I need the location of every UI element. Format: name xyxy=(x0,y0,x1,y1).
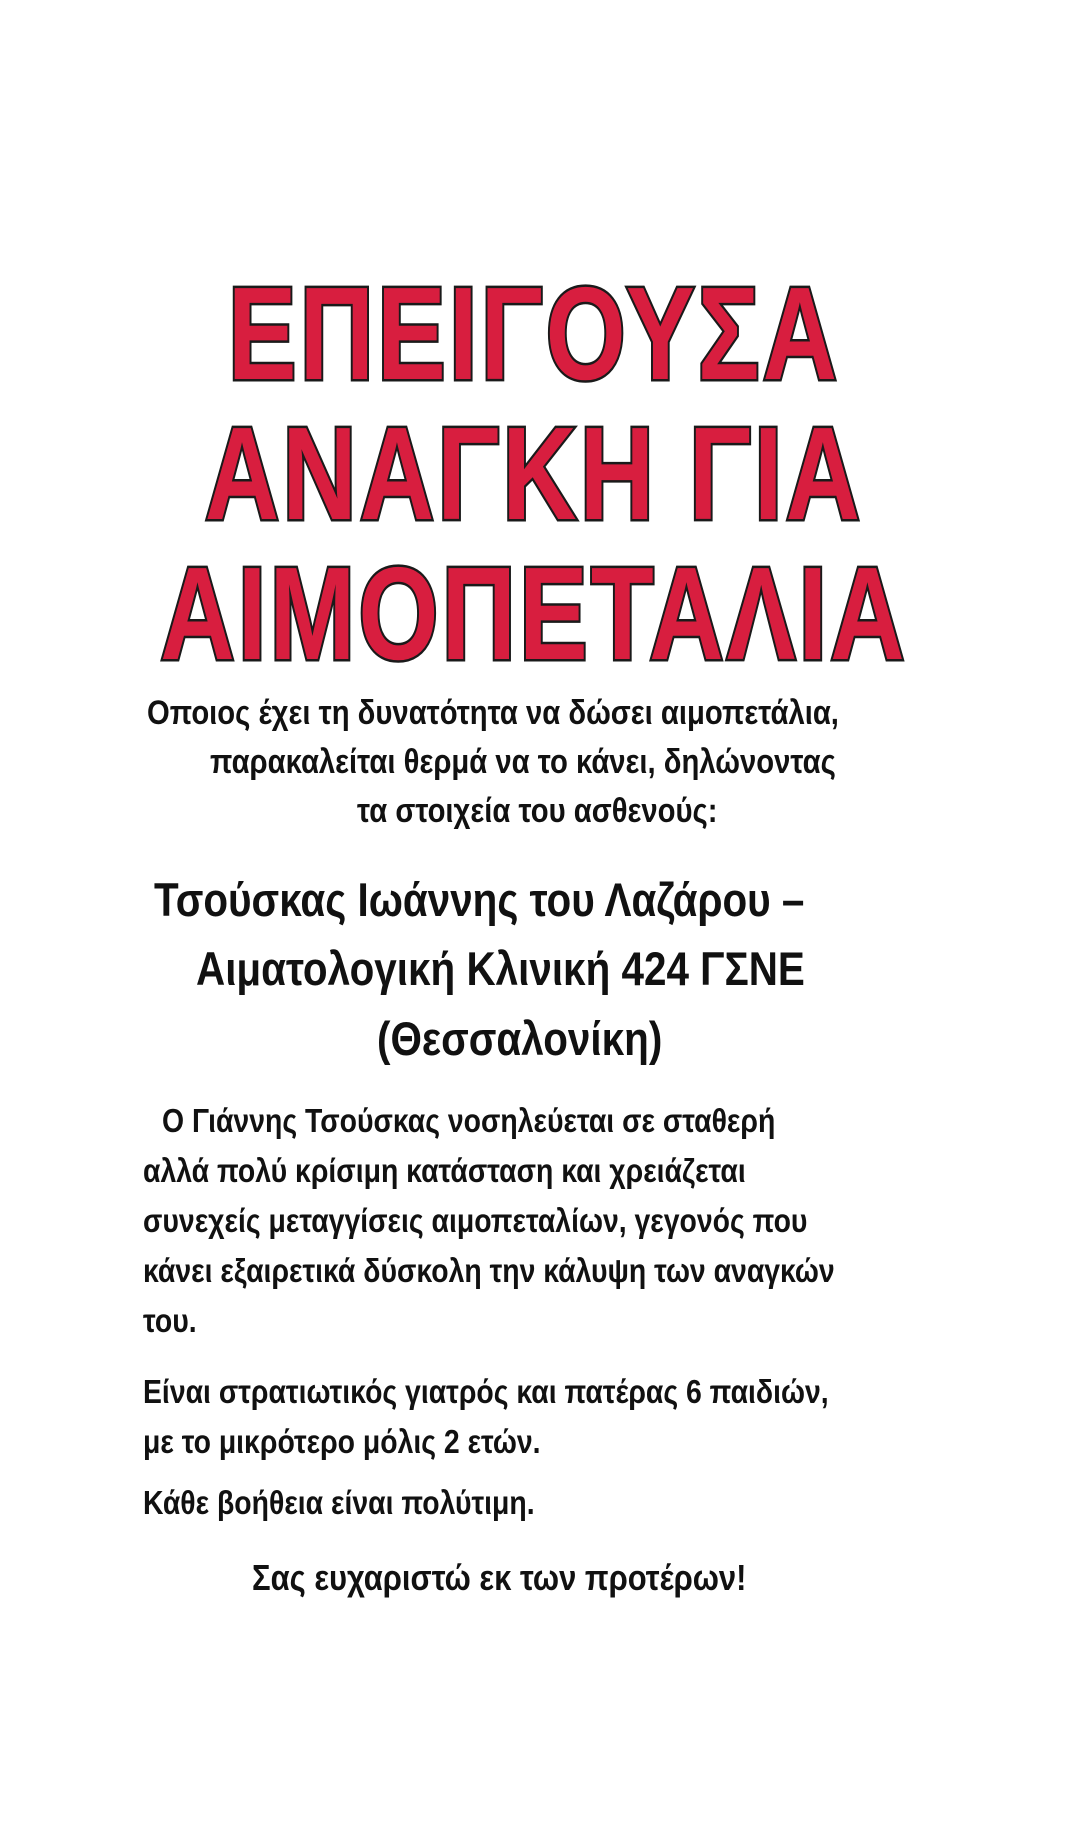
headline-line-3: ΑΙΜΟΠΕΤΑΛΙΑ xyxy=(160,540,908,687)
description-line-3: συνεχείς μεταγγίσεις αιμοπεταλίων, γεγονός που xyxy=(143,1202,808,1239)
intro-line-2: παρακαλείται θερμά να το κάνει, δηλώνοντας xyxy=(210,743,836,781)
description-line-2: αλλά πολύ κρίσιμη κατάσταση και χρειάζεται xyxy=(143,1152,746,1189)
details-line-2: με το μικρότερο μόλις 2 ετών. xyxy=(143,1423,541,1460)
details-line-3: Κάθε βοήθεια είναι πολύτιμη. xyxy=(143,1484,535,1521)
patient-name-line: Τσούσκας Ιωάννης του Λαζάρου – xyxy=(154,873,805,926)
thanks-line: Σας ευχαριστώ εκ των προτέρων! xyxy=(252,1557,747,1598)
headline-line-1: ΕΠΕΙΓΟΥΣΑ xyxy=(227,260,841,407)
intro-line-3: τα στοιχεία του ασθενούς: xyxy=(357,792,718,830)
intro-line-1: Οποιος έχει τη δυνατότητα να δώσει αιμοπετάλια, xyxy=(147,694,839,732)
headline-line-2: ΑΝΑΓΚΗ ΓΙΑ xyxy=(204,400,864,547)
patient-city-line: (Θεσσαλονίκη) xyxy=(377,1012,663,1065)
patient-clinic-line: Αιματολογική Κλινική 424 ΓΣΝΕ xyxy=(196,942,805,995)
details-line-1: Είναι στρατιωτικός γιατρός και πατέρας 6 παιδιών, xyxy=(143,1373,829,1410)
description-line-4: κάνει εξαιρετικά δύσκολη την κάλυψη των αναγκών xyxy=(143,1252,835,1289)
description-line-1: Ο Γιάννης Τσούσκας νοσηλεύεται σε σταθερή xyxy=(162,1102,776,1139)
description-line-5: του. xyxy=(143,1302,197,1339)
